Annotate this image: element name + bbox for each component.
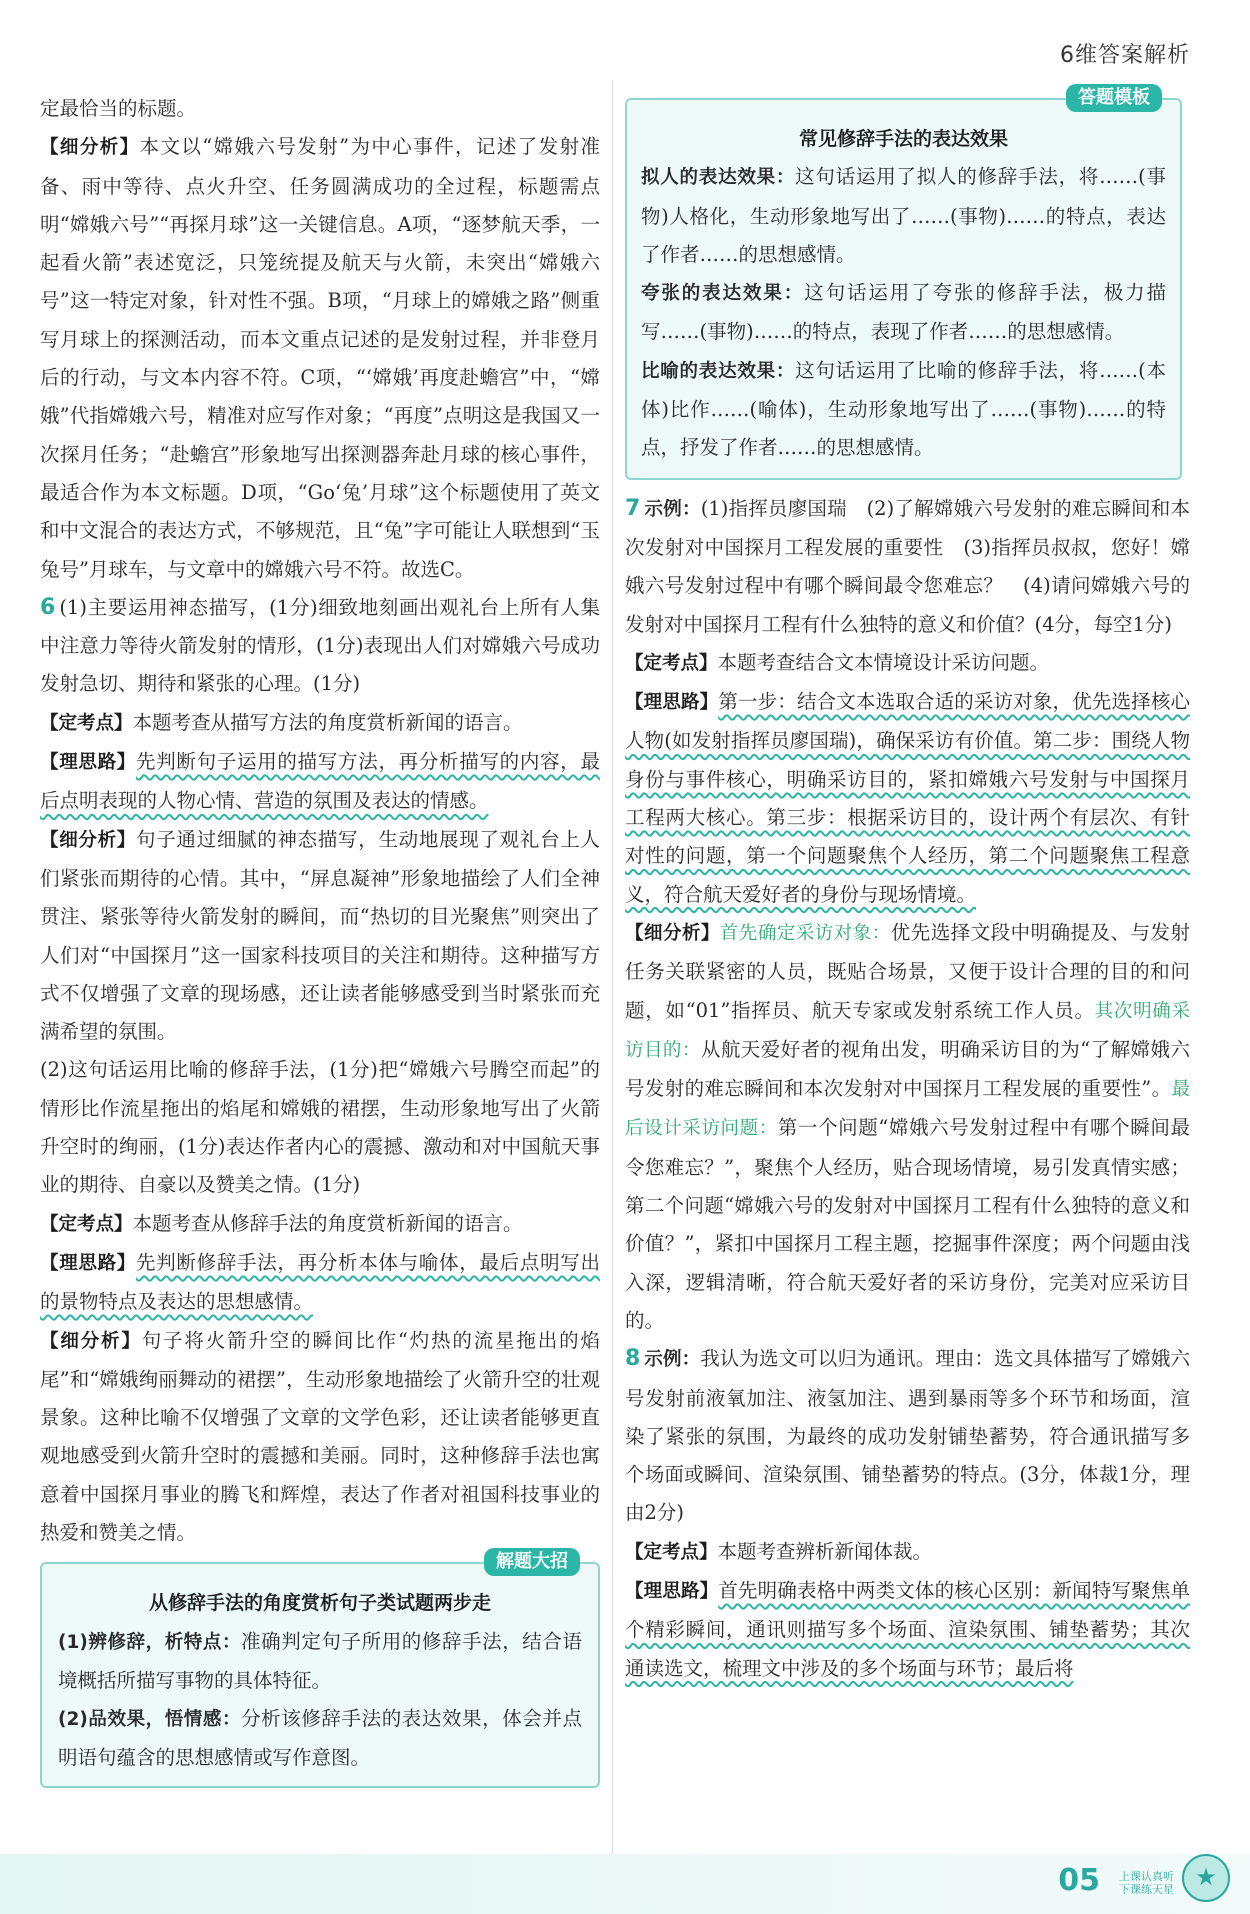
footer-slogan	[1119, 1870, 1174, 1896]
tag-xifenxi: 【细分析】	[40, 829, 137, 851]
q6-part2: (2)这句话运用比喻的修辞手法，(1分)把“嫦娥六号腾空而起”的情形比作流星拖出的焰尾和嫦娥的裙摆，生动形象地写出了火箭升空时的绚丽，(1分)表达作者内心的震撼、激动和对中国航天事业的期待、自豪以及赞美之情。(1分)	[40, 1058, 600, 1197]
tag-lisilu: 【理思路】	[625, 692, 719, 714]
box-row-1	[641, 158, 1166, 274]
q6-lisilu-1	[40, 743, 600, 821]
jieti-dazhao-box	[40, 1551, 600, 1787]
slogan-line-1: 上课认真听	[1119, 1870, 1174, 1883]
box-row-2-head: 夸张的表达效果：	[641, 283, 805, 305]
box-label: 答题模板	[1066, 84, 1162, 112]
box-step-2-head: (2)品效果，悟情感：	[58, 1709, 242, 1731]
right-column	[625, 87, 1190, 1688]
header-title: 6维答案解析	[1060, 43, 1190, 68]
q6-dingkaodian-2	[40, 1205, 600, 1244]
left-p1-text: 本文以“嫦娥六号发射”为中心事件，记述了发射准备、雨中等待、点火升空、任务圆满成功的全过程，标题需点明“嫦娥六号”“再探月球”这一关键信息。A项，“逐梦航天季，一起看火箭”表述宽泛，只笼统提及航天与火箭，未突出“嫦娥六号”这一特定对象，针对性不强。B项，“月球上的嫦娥之路”侧重写月球上的探测活动，而本文重点记述的是发射过程，并非登月后的行动，与文本内容不符。C项，“‘嫦娥’再度赴蟾宫”中，“嫦娥”代指嫦娥六号，精准对应写作对象；“再度”点明这是我国又一次探月任务；“赴蟾宫”形象地写出探测器奔赴月球的核心事件，最适合作为本文标题。D项，“Go‘兔’月球”这个标题使用了英文和中文混合的表达方式，不够规范，且“兔”字可能让人联想到“玉兔号”月球车，与文章中的嫦娥六号不符。故选C。	[40, 135, 600, 581]
left-p1	[40, 128, 600, 589]
q6-text: (1)主要运用神态描写，(1分)细致地刻画出观礼台上所有人集中注意力等待火箭发射的情形，(1分)表现出人们对嫦娥六号成功发射急切、期待和紧张的心理。(1分)	[40, 595, 600, 696]
q6-answer	[40, 589, 600, 704]
q7-text: (1)指挥员廖国瑞 (2)了解嫦娥六号发射的难忘瞬间和本次发射对中国探月工程发展的重要性 (3)指挥员叔叔，您好！嫦娥六号发射过程中有哪个瞬间最令您难忘？ (4)请问嫦娥六号的发射对中国探月工程有什么独特的意义和价值？(4分，每空1分)	[625, 496, 1190, 636]
q6-l1-text: 先判断句子运用的描写方法，再分析描写的内容，最后点明表现的人物心情、营造的氛围及表达的情感。	[40, 750, 600, 813]
tag-xifenxi: 【细分析】	[40, 1330, 142, 1352]
q8-text: 我认为选文可以归为通讯。理由：选文具体描写了嫦娥六号发射前液氧加注、液氢加注、遇到暴雨等多个环节和场面，渲染了紧张的氛围，为最终的成功发射铺垫蓄势，符合通讯描写多个场面或瞬间、渲染氛围、铺垫蓄势的特点。(3分，体裁1分，理由2分)	[625, 1347, 1190, 1525]
q7-x-green-2: 其次明确采访目的：	[625, 1000, 1190, 1061]
q6-number: 6	[40, 594, 56, 620]
box-row-2-text: 这句话运用了夸张的修辞手法，极力描写……(事物)……的特点，表现了作者……的思想感情。	[641, 281, 1166, 344]
box-row-2	[641, 274, 1166, 352]
q6-dingkaodian-1	[40, 704, 600, 743]
q6-d2-text: 本题考查从修辞手法的角度赏析新闻的语言。	[132, 1211, 523, 1235]
box-title: 常见修辞手法的表达效果	[798, 128, 1008, 150]
tag-dingkaodian: 【定考点】	[625, 652, 718, 674]
q6-xifenxi-1	[40, 821, 600, 1052]
q7-x-green-1: 首先确定采访对象：	[719, 922, 891, 944]
box-step-2-text: 分析该修辞手法的表达效果，体会并点明语句蕴含的思想感情或写作意图。	[58, 1707, 582, 1770]
tag-dingkaodian: 【定考点】	[625, 1541, 718, 1563]
box-step-1-head: (1)辨修辞，析特点：	[58, 1631, 242, 1653]
tag-xifenxi: 【细分析】	[625, 922, 720, 944]
q7-number: 7	[625, 495, 641, 521]
box-step-1-text: 准确判定句子所用的修辞手法，结合语境概括所描写事物的具体特征。	[58, 1629, 582, 1692]
q8-number: 8	[625, 1346, 641, 1372]
q7-example-label: 示例：	[644, 498, 701, 520]
q8-lisilu	[625, 1572, 1190, 1688]
box-row-3-head: 比喻的表达效果：	[641, 360, 796, 382]
q7-lisilu	[625, 683, 1190, 914]
q7-dingkaodian	[625, 644, 1190, 683]
q7-d-text: 本题考查结合文本情境设计采访问题。	[717, 650, 1050, 674]
q7-xifenxi	[625, 914, 1190, 1340]
q6-xifenxi-2	[40, 1322, 600, 1553]
q7-x-green-3: 最后设计采访问题：	[625, 1079, 1190, 1140]
q8-answer	[625, 1340, 1190, 1532]
tag-dingkaodian: 【定考点】	[40, 712, 133, 734]
q6-d1-text: 本题考查从描写方法的角度赏析新闻的语言。	[132, 710, 523, 734]
box-label: 解题大招	[484, 1548, 580, 1576]
tag-xifenxi: 【细分析】	[40, 137, 140, 159]
q6-lisilu-2	[40, 1244, 600, 1322]
left-column	[40, 90, 600, 1788]
q7-l-text: 第一步：结合文本选取合适的采访对象，优先选择核心人物(如发射指挥员廖国瑞)，确保采访有价值。第二步：围绕人物身份与事件核心，明确采访目的，紧扣嫦娥六号发射与中国探月工程两大核心。第三步：根据采访目的，设计两个有层次、有针对性的问题，第一个问题聚焦个人经历，第二个问题聚焦工程意义，符合航天爱好者的身份与现场情境。	[625, 690, 1190, 906]
tag-lisilu: 【理思路】	[625, 1580, 719, 1602]
q7-x2-text: 从航天爱好者的视角出发，明确采访目的为“了解嫦娥六号发射的难忘瞬间和本次发射对中国探月工程发展的重要性”。	[625, 1037, 1190, 1101]
tag-lisilu: 【理思路】	[40, 752, 137, 774]
q7-x3-text: 第一个问题“嫦娥六号发射过程中有哪个瞬间最令您难忘？”，聚焦个人经历，贴合现场情境，易引发真情实感；第二个问题“嫦娥六号的发射对中国探月工程有什么独特的意义和价值？”，紧扣中国探月工程主题，挖掘事件深度；两个问题由浅入深，逻辑清晰，符合航天爱好者的采访身份，完美对应采访目的。	[625, 1116, 1190, 1332]
left-p0: 定最恰当的标题。	[40, 97, 197, 120]
box-step-2	[58, 1700, 582, 1778]
q6-x1-text: 句子通过细腻的神态描写，生动地展现了观礼台上人们紧张而期待的心情。其中，“屏息凝神”形象地描绘了人们全神贯注、紧张等待火箭发射的瞬间，而“热切的目光聚焦”则突出了人们对“中国探月”这一国家科技项目的关注和期待。这种描写方式不仅增强了文章的现场感，还让读者能够感受到当时紧张而充满希望的氛围。	[40, 827, 600, 1044]
q8-dingkaodian	[625, 1533, 1190, 1572]
box-row-3	[641, 352, 1166, 468]
q6-l2-text: 先判断修辞手法，再分析本体与喻体，最后点明写出的景物特点及表达的思想感情。	[40, 1250, 600, 1314]
box-step-1	[58, 1623, 582, 1701]
star-mascot-icon: ★	[1182, 1854, 1230, 1902]
column-divider	[612, 80, 613, 1860]
page-number: 05	[1058, 1863, 1100, 1898]
dati-muban-box	[625, 87, 1182, 480]
slogan-line-2: 下课练天星	[1119, 1883, 1174, 1896]
q8-l-text: 首先明确表格中两类文体的核心区别：新闻特写聚焦单个精彩瞬间，通讯则描写多个场面、渲染氛围、铺垫蓄势；其次通读选文，梳理文中涉及的多个场面与环节；最后将	[625, 1578, 1190, 1680]
q7-x1-text: 优先选择文段中明确提及、与发射任务关联紧密的人员，既贴合场景，又便于设计合理的目的和问题，如“01”指挥员、航天专家或发射系统工作人员。	[625, 920, 1190, 1022]
q6-x2-text: 句子将火箭升空的瞬间比作“灼热的流星拖出的焰尾”和“嫦娥绚丽舞动的裙摆”，生动形象地描绘了火箭升空的壮观景象。这种比喻不仅增强了文章的文学色彩，还让读者能够更直观地感受到火箭升空时的震撼和美丽。同时，这种修辞手法也寓意着中国探月事业的腾飞和辉煌，表达了作者对祖国科技事业的热爱和赞美之情。	[40, 1328, 600, 1544]
q8-example-label: 示例：	[644, 1349, 701, 1371]
q8-d-text: 本题考查辨析新闻体裁。	[717, 1539, 933, 1563]
box-row-3-text: 这句话运用了比喻的修辞手法，将……(本体)比作……(喻体)，生动形象地写出了……(事物)……的特点，抒发了作者……的思想感情。	[641, 358, 1166, 460]
box-row-1-text: 这句话运用了拟人的修辞手法，将……(事物)人格化，生动形象地写出了……(事物)……的特点，表达了作者……的思想感情。	[641, 165, 1166, 266]
box-title: 从修辞手法的角度赏析句子类试题两步走	[148, 1592, 491, 1615]
box-row-1-head: 拟人的表达效果：	[641, 167, 796, 189]
tag-dingkaodian: 【定考点】	[40, 1213, 133, 1235]
q7-answer	[625, 490, 1190, 644]
tag-lisilu: 【理思路】	[40, 1252, 137, 1274]
